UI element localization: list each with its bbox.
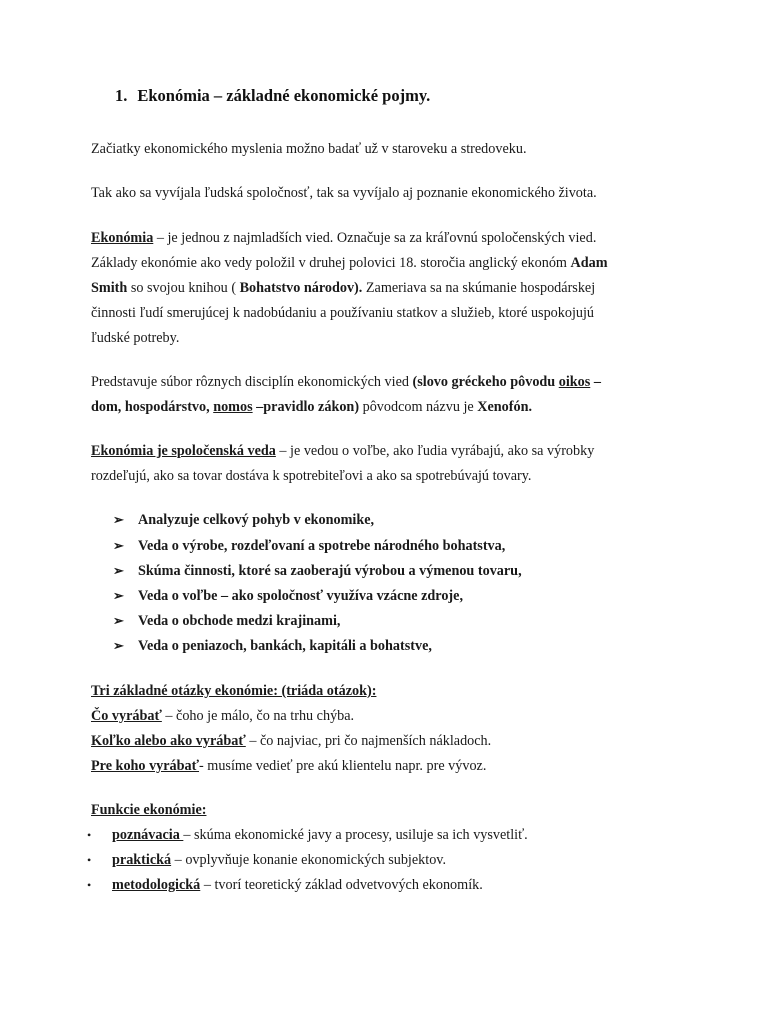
bullet-icon: • (87, 853, 92, 867)
paragraph-economics-line1: Ekonómia – je jednou z najmladších vied. Označuje sa za kráľovnú spoločenských vied. (91, 230, 597, 246)
triad-question-2: Koľko alebo ako vyrábať – čo najviac, pri čo najmenších nákladoch. (91, 733, 492, 749)
paragraph-society: Tak ako sa vyvíjala ľudská spoločnosť, tak sa vyvíjalo aj poznanie ekonomického života. (91, 185, 597, 201)
list-item: ➢ Veda o výrobe, rozdeľovaní a spotrebe národného bohatstva, (113, 538, 506, 554)
arrow-bullet-icon: ➢ (113, 588, 124, 603)
term-oikos: oikos (558, 374, 591, 390)
paragraph-economics-line2: Základy ekonómie ako vedy položil v druhej polovici 18. storočia anglický ekonóm Adam (91, 255, 608, 271)
arrow-bullet-icon: ➢ (113, 613, 124, 628)
paragraph-etymology-line1: Predstavuje súbor rôznych disciplín ekonomických vied (slovo gréckeho pôvodu oikos – (91, 374, 601, 390)
list-item: ➢ Veda o obchode medzi krajinami, (113, 613, 341, 629)
paragraph-social-science-line2: rozdeľujú, ako sa tovar dostáva k spotrebiteľovi a ako sa spotrebúvajú tovary. (91, 468, 532, 484)
triad-question-1: Čo vyrábať – čoho je málo, čo na trhu chýba. (91, 708, 355, 724)
term-nomos: nomos (213, 399, 253, 415)
paragraph-economics-line3: Smith so svojou knihou ( Bohatstvo národov). Zameriava sa na skúmanie hospodárskej (91, 280, 596, 296)
list-item: ➢ Veda o voľbe – ako spoločnosť využíva vzácne zdroje, (113, 588, 463, 604)
paragraph-etymology-line2: dom, hospodárstvo, nomos –pravidlo zákon) pôvodcom názvu je Xenofón. (91, 399, 533, 415)
paragraph-social-science-line1: Ekonómia je spoločenská veda – je vedou o voľbe, ako ľudia vyrábajú, ako sa výrobky (91, 443, 595, 459)
functions-title: Funkcie ekonómie: (91, 802, 207, 818)
arrow-bullet-icon: ➢ (113, 563, 124, 578)
paragraph-economics-line5: ľudské potreby. (91, 330, 180, 346)
term-social-science: Ekonómia je spoločenská veda (91, 443, 276, 459)
list-item: ➢ Analyzuje celkový pohyb v ekonomike, (113, 512, 375, 528)
bullet-icon: • (87, 878, 92, 892)
list-item: ➢ Skúma činnosti, ktoré sa zaoberajú výrobou a výmenou tovaru, (113, 563, 522, 579)
triad-question-3: Pre koho vyrábať- musíme vedieť pre akú klientelu napr. pre vývoz. (91, 758, 487, 774)
arrow-bullet-icon: ➢ (113, 538, 124, 553)
list-item: • praktická – ovplyvňuje konanie ekonomických subjektov. (87, 852, 447, 868)
list-item: • metodologická – tvorí teoretický základ odvetvových ekonomík. (87, 877, 483, 893)
list-item: ➢ Veda o peniazoch, bankách, kapitáli a bohatstve, (113, 638, 432, 654)
paragraph-economics-line4: činnosti ľudí smerujúcej k nadobúdaniu a používaniu statkov a služieb, ktoré uspokojujú (91, 305, 595, 321)
arrow-bullet-icon: ➢ (113, 638, 124, 653)
term-ekonomia: Ekonómia (91, 230, 154, 246)
heading-number: 1. (115, 86, 128, 105)
triad-title: Tri základné otázky ekonómie: (triáda otázok): (91, 683, 377, 699)
arrow-bullet-icon: ➢ (113, 512, 124, 527)
bullet-icon: • (87, 828, 92, 842)
list-item: • poznávacia – skúma ekonomické javy a procesy, usiluje sa ich vysvetliť. (87, 827, 528, 843)
section-heading (115, 86, 430, 106)
paragraph-intro: Začiatky ekonomického myslenia možno badať už v staroveku a stredoveku. (91, 141, 527, 157)
heading-text: Ekonómia – základné ekonomické pojmy. (137, 86, 431, 105)
